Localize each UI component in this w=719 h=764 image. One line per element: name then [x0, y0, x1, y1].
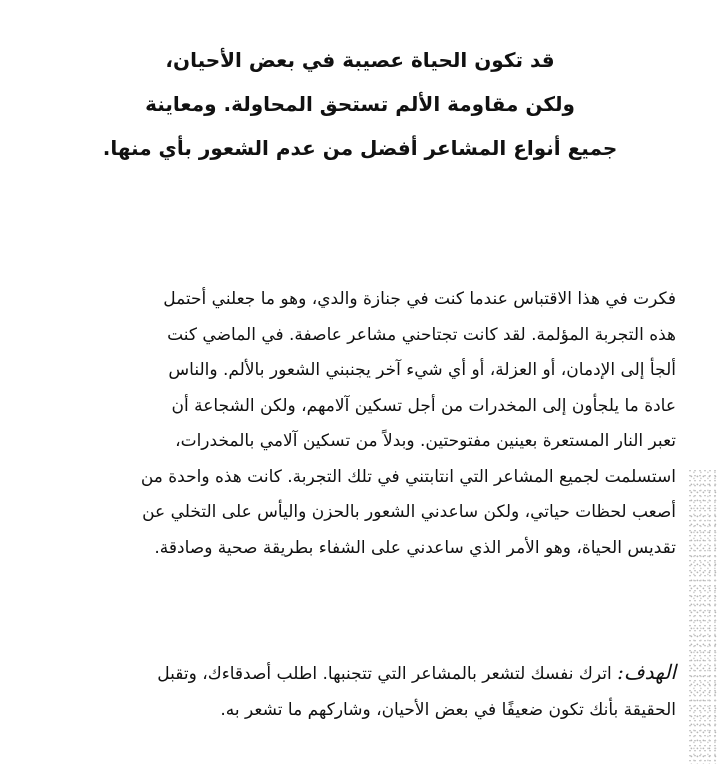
- goal-text: اترك نفسك لتشعر بالمشاعر التي تتجنبها. اطلب أصدقاءك، وتقبل: [157, 664, 618, 684]
- body-line: استسلمت لجميع المشاعر التي انتابتني في تلك التجربة. كانت هذه واحدة من: [140, 466, 676, 487]
- quote-line: ولكن مقاومة الألم تستحق المحاولة. ومعاينة: [145, 92, 575, 116]
- body-line: هذه التجربة المؤلمة. لقد كانت تجتاحني مشاعر عاصفة. في الماضي كنت: [167, 324, 676, 345]
- opening-quote: [60, 38, 660, 170]
- goal-label: الهدف:: [617, 660, 676, 684]
- body-line: تقديس الحياة، وهو الأمر الذي ساعدني على الشفاء بطريقة صحية وصادقة.: [154, 537, 676, 558]
- body-line: أصعب لحظات حياتي، ولكن ساعدني الشعور بالحزن واليأس على التخلي عن: [142, 502, 676, 522]
- goal-line: [38, 654, 676, 692]
- scan-edge-texture: [689, 470, 719, 764]
- body-line: عادة ما يلجأون إلى المخدرات من أجل تسكين آلامهم، ولكن الشجاعة أن: [171, 395, 676, 416]
- body-paragraph: [38, 282, 676, 566]
- quote-line: قد تكون الحياة عصيبة في بعض الأحيان،: [165, 48, 555, 72]
- quote-line: جميع أنواع المشاعر أفضل من عدم الشعور بأي منها.: [102, 136, 618, 160]
- goal-line: الحقيقة بأنك تكون ضعيفًا في بعض الأحيان، وشاركهم ما تشعر به.: [220, 700, 676, 720]
- goal-section: [38, 654, 676, 728]
- body-line: تعبر النار المستعرة بعينين مفتوحتين. وبدلاً من تسكين آلامي بالمخدرات،: [175, 431, 676, 451]
- body-line: ألجأ إلى الإدمان، أو العزلة، أو أي شيء آخر يجنبني الشعور بالألم. والناس: [168, 360, 676, 380]
- body-line: فكرت في هذا الاقتباس عندما كنت في جنازة والدي، وهو ما جعلني أحتمل: [163, 289, 676, 309]
